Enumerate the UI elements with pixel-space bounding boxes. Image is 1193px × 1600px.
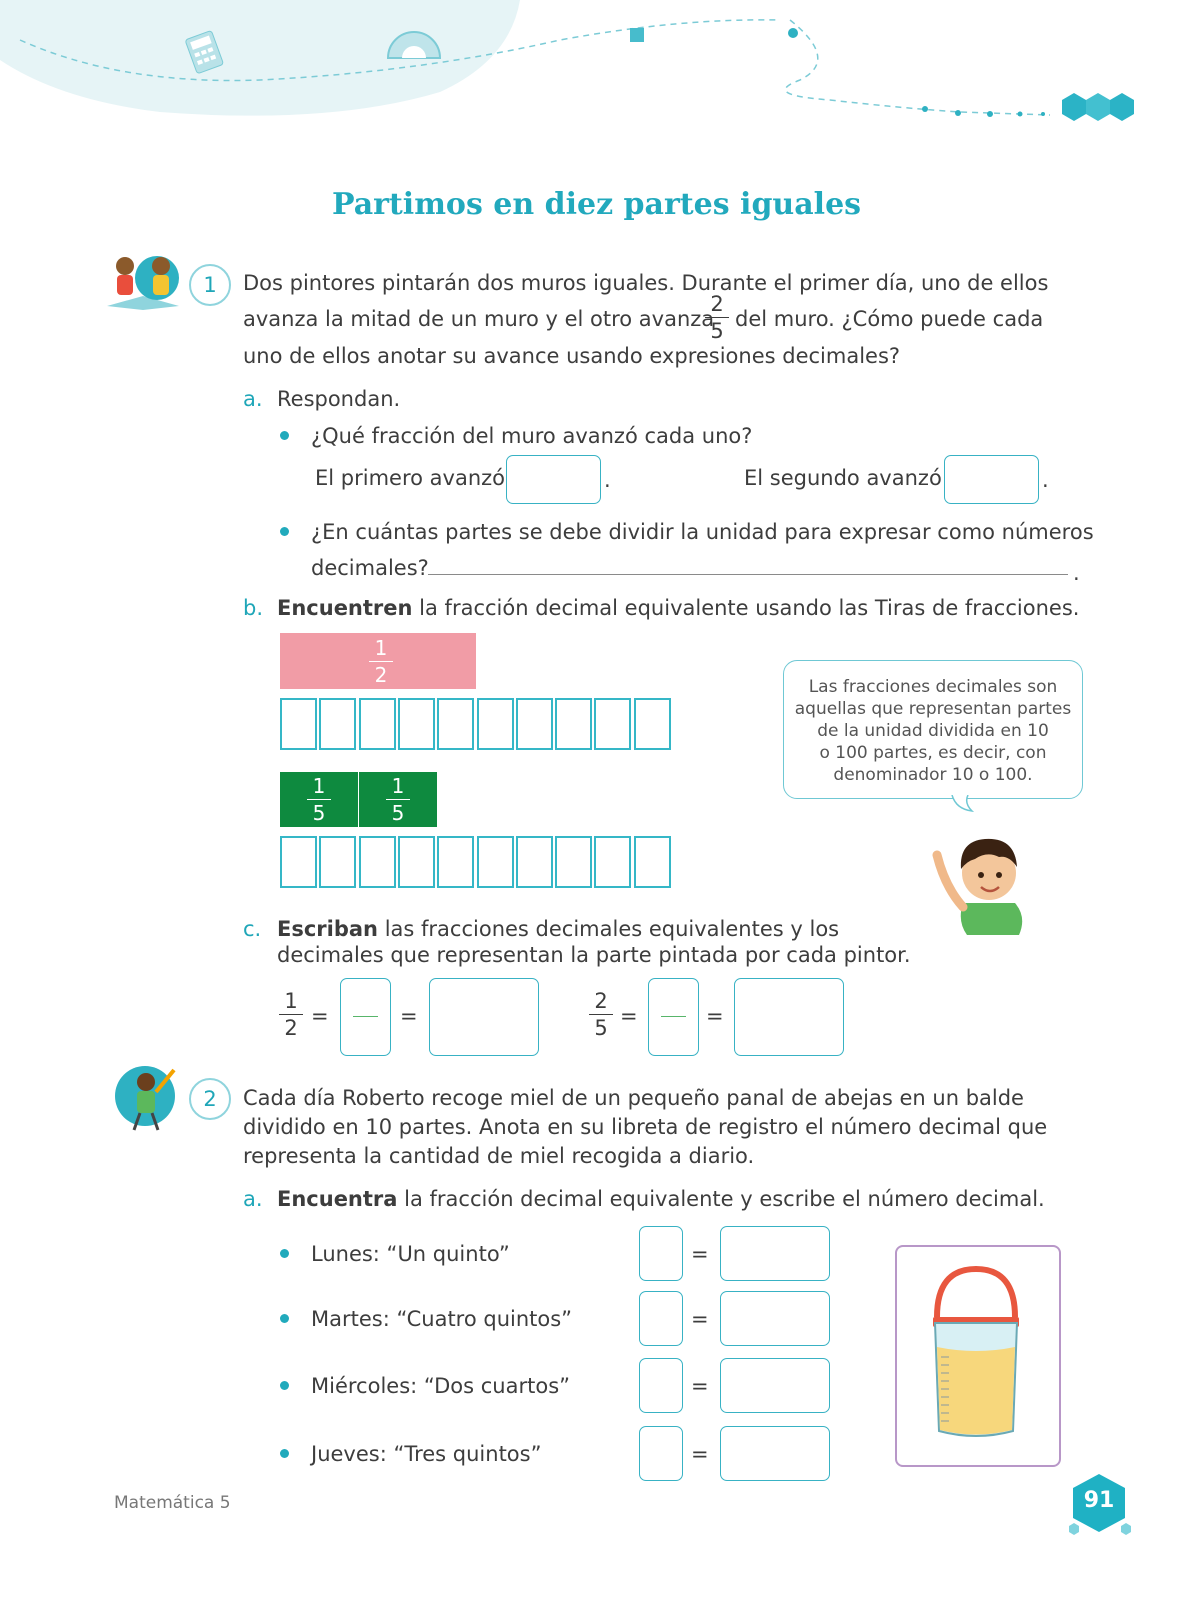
bubble-tail [950, 795, 980, 815]
item-a-text: Encuentra la fracción decimal equivalente y escribe el número decimal. [277, 1187, 1045, 1211]
fraction-box-wednesday[interactable] [639, 1358, 683, 1413]
problem-2-line-2: dividido en 10 partes. Anota en su libreta de registro el número decimal que [243, 1115, 1048, 1139]
question-parts-line-1: ¿En cuántas partes se debe dividir la unidad para expresar como números [311, 520, 1094, 544]
item-c-line-2: decimales que representan la parte pintada por cada pintor. [277, 943, 911, 967]
tip-line: de la unidad dividida en 10 [817, 721, 1049, 741]
label-second-painter: El segundo avanzó [744, 466, 942, 490]
tenths-strip-1 [280, 698, 673, 754]
fraction-two-fifths: 2 5 [589, 990, 613, 1039]
children-illustration [103, 250, 183, 312]
problem-1-line-2a: avanza la mitad de un muro y el otro avanza [243, 307, 715, 331]
decimal-number-box-2[interactable] [734, 978, 844, 1056]
fraction-one-half: 1 2 [279, 990, 303, 1039]
answer-box-first[interactable] [506, 455, 601, 504]
decimal-box-wednesday[interactable] [720, 1358, 830, 1413]
tenth-cell[interactable] [280, 698, 317, 750]
equals-sign: = [691, 1374, 709, 1398]
tenth-cell[interactable] [555, 836, 592, 888]
tenth-cell[interactable] [437, 698, 474, 750]
tenth-cell[interactable] [359, 836, 396, 888]
equals-sign: = [400, 1004, 418, 1028]
decimal-box-tuesday[interactable] [720, 1291, 830, 1346]
fraction-box-monday[interactable] [639, 1226, 683, 1281]
problem-2-line-3: representa la cantidad de miel recogida a diario. [243, 1144, 755, 1168]
equals-sign: = [691, 1307, 709, 1331]
problem-1-line-3: uno de ellos anotar su avance usando expresiones decimales? [243, 344, 901, 368]
problem-1-line-2b: del muro. ¿Cómo puede cada [735, 307, 1044, 331]
day-tuesday: Martes: “Cuatro quintos” [311, 1307, 573, 1331]
equals-sign: = [706, 1004, 724, 1028]
label-first-painter: El primero avanzó [315, 466, 505, 490]
equals-sign: = [691, 1442, 709, 1466]
cubes-icon [1062, 93, 1134, 121]
tenth-cell[interactable] [319, 698, 356, 750]
page-title: Partimos en diez partes iguales [331, 187, 862, 222]
boy-pointing-illustration [923, 825, 1033, 937]
fraction-box-tuesday[interactable] [639, 1291, 683, 1346]
tenth-cell[interactable] [280, 836, 317, 888]
fraction-numerator: 2 [710, 292, 724, 316]
problem-1-number: 1 [189, 264, 231, 306]
tenths-strip-2 [280, 836, 673, 892]
answer-box-second[interactable] [944, 455, 1039, 504]
item-c-line-1: Escriban las fracciones decimales equivalentes y los [277, 917, 840, 941]
bullet [280, 1249, 289, 1258]
period: . [604, 468, 611, 492]
equals-sign: = [691, 1242, 709, 1266]
item-a-letter: a. [243, 387, 263, 411]
boy-with-pencil-illustration [112, 1062, 182, 1134]
item-b-letter: b. [243, 596, 264, 620]
honey-bucket-illustration [915, 1265, 1037, 1447]
decimal-box-monday[interactable] [720, 1226, 830, 1281]
strip-one-fifth-label: 1 5 [307, 775, 331, 824]
bullet [280, 527, 289, 536]
tenth-cell[interactable] [594, 698, 631, 750]
page-number: 91 [1083, 1488, 1115, 1513]
problem-1-line-1: Dos pintores pintarán dos muros iguales. Durante el primer día, uno de ellos [243, 271, 1049, 295]
day-monday: Lunes: “Un quinto” [311, 1242, 510, 1266]
bullet [280, 431, 289, 440]
strip-one-fifth-label: 1 5 [386, 775, 410, 824]
day-thursday: Jueves: “Tres quintos” [311, 1442, 542, 1466]
tenth-cell[interactable] [594, 836, 631, 888]
tenth-cell[interactable] [398, 698, 435, 750]
decimal-fraction-box-1[interactable] [340, 978, 391, 1056]
decimal-box-thursday[interactable] [720, 1426, 830, 1481]
item-c-letter: c. [243, 917, 262, 941]
period: . [1042, 468, 1049, 492]
header-decoration [0, 0, 1193, 140]
item-a-text: Respondan. [277, 387, 401, 411]
tenth-cell[interactable] [634, 698, 671, 750]
footer-book-title: Matemática 5 [114, 1493, 231, 1513]
item-b-text: Encuentren la fracción decimal equivalente usando las Tiras de fracciones. [277, 596, 1080, 620]
equals-sign: = [620, 1004, 638, 1028]
day-wednesday: Miércoles: “Dos cuartos” [311, 1374, 571, 1398]
tip-line: Las fracciones decimales son [808, 677, 1058, 697]
decimal-number-box-1[interactable] [429, 978, 539, 1056]
strip-one-half-label: 1 2 [369, 637, 393, 686]
tenth-cell[interactable] [555, 698, 592, 750]
tenth-cell[interactable] [437, 836, 474, 888]
bullet [280, 1449, 289, 1458]
tenth-cell[interactable] [477, 698, 514, 750]
tenth-cell[interactable] [516, 836, 553, 888]
fraction-box-thursday[interactable] [639, 1426, 683, 1481]
tip-speech-bubble [783, 660, 1083, 799]
equals-sign: = [311, 1004, 329, 1028]
tenth-cell[interactable] [319, 836, 356, 888]
tenth-cell[interactable] [634, 836, 671, 888]
fraction-two-fifths [705, 293, 729, 342]
decimal-fraction-box-2[interactable] [648, 978, 699, 1056]
question-parts-line-2: decimales? [311, 556, 429, 580]
answer-line[interactable] [428, 574, 1068, 575]
tenth-cell[interactable] [477, 836, 514, 888]
fraction-denominator: 5 [710, 319, 724, 343]
problem-2-line-1: Cada día Roberto recoge miel de un pequeño panal de abejas en un balde [243, 1086, 1024, 1110]
tenth-cell[interactable] [516, 698, 553, 750]
tip-line: denominador 10 o 100. [833, 765, 1033, 785]
cube-icon [630, 28, 644, 42]
tenth-cell[interactable] [398, 836, 435, 888]
tip-line: aquellas que representan partes [794, 699, 1072, 719]
bullet [280, 1314, 289, 1323]
period: . [1073, 561, 1080, 585]
problem-2-number: 2 [189, 1078, 231, 1120]
bullet [280, 1381, 289, 1390]
tip-line: o 100 partes, es decir, con [819, 743, 1047, 763]
tenth-cell[interactable] [359, 698, 396, 750]
item-a-letter: a. [243, 1187, 263, 1211]
question-fraction: ¿Qué fracción del muro avanzó cada uno? [311, 424, 753, 448]
